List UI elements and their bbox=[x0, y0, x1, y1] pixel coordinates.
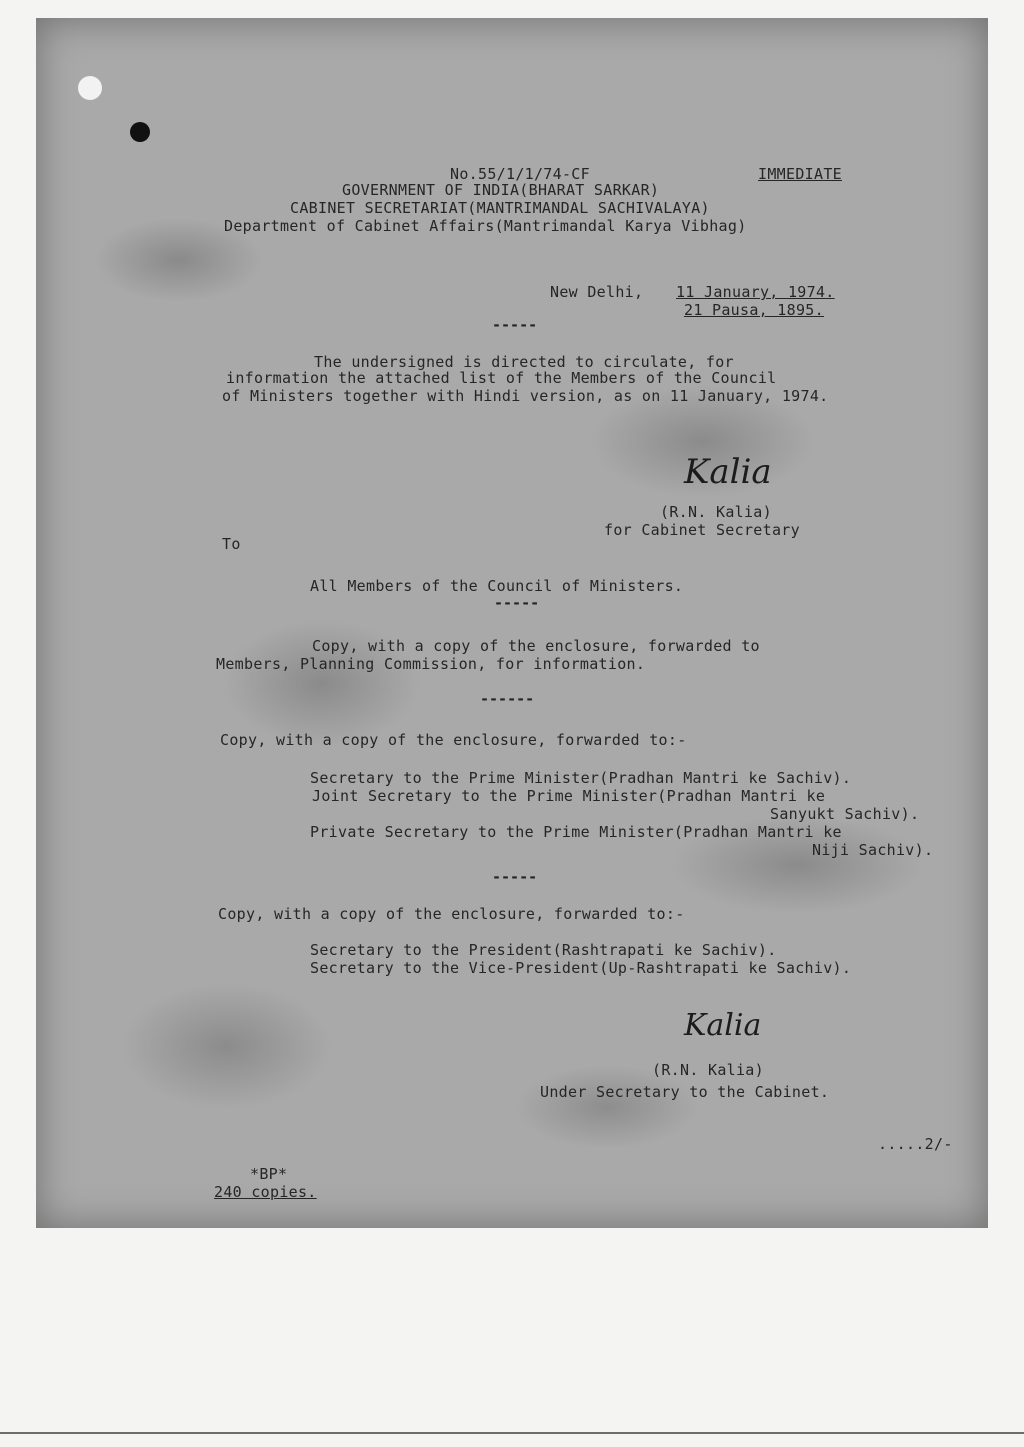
signature-1: Kalia bbox=[684, 452, 772, 492]
org-line-3: Department of Cabinet Affairs(Mantrimandal Karya Vibhag) bbox=[224, 217, 747, 235]
separator-1: ----- bbox=[492, 316, 538, 334]
footer-initials: *BP* bbox=[250, 1165, 288, 1183]
footer-copies: 240 copies. bbox=[214, 1183, 317, 1201]
org-line-2: CABINET SECRETARIAT(MANTRIMANDAL SACHIVALAYA) bbox=[290, 199, 710, 217]
copy2-recipient-2a: Joint Secretary to the Prime Minister(Pradhan Mantri ke bbox=[312, 787, 826, 805]
to-label: To bbox=[222, 535, 241, 553]
dateline-date: 11 January, 1974. bbox=[676, 283, 835, 301]
copy3-recipient-1: Secretary to the President(Rashtrapati ke Sachiv). bbox=[310, 941, 777, 959]
punch-hole-mark bbox=[130, 122, 150, 142]
copy1-line-1: Copy, with a copy of the enclosure, forwarded to bbox=[312, 637, 760, 655]
copy2-recipient-3b: Niji Sachiv). bbox=[812, 841, 934, 859]
signatory-1-title: for Cabinet Secretary bbox=[604, 521, 800, 539]
copy2-recipient-1: Secretary to the Prime Minister(Pradhan Mantri ke Sachiv). bbox=[310, 769, 852, 787]
copy2-recipient-2b: Sanyukt Sachiv). bbox=[770, 805, 920, 823]
signatory-2-name: (R.N. Kalia) bbox=[652, 1061, 764, 1079]
dateline-place: New Delhi, bbox=[550, 283, 644, 301]
org-line-1: GOVERNMENT OF INDIA(BHARAT SARKAR) bbox=[342, 181, 660, 199]
copy3-recipient-2: Secretary to the Vice-President(Up-Rashtrapati ke Sachiv). bbox=[310, 959, 852, 977]
copy3-intro: Copy, with a copy of the enclosure, forwarded to:- bbox=[218, 905, 685, 923]
para1-line-1: The undersigned is directed to circulate, for bbox=[314, 353, 734, 371]
page-bottom-rule bbox=[0, 1432, 1024, 1434]
recipients-line: All Members of the Council of Ministers. bbox=[310, 577, 684, 595]
priority-label: IMMEDIATE bbox=[758, 165, 842, 183]
para1-line-2: information the attached list of the Members of the Council bbox=[226, 369, 777, 387]
continuation-mark: .....2/- bbox=[878, 1135, 953, 1153]
separator-3: ------ bbox=[480, 690, 535, 708]
para1-line-3: of Ministers together with Hindi version, as on 11 January, 1974. bbox=[222, 387, 829, 405]
dateline-date-alt: 21 Pausa, 1895. bbox=[684, 301, 824, 319]
reference-number: No.55/1/1/74-CF bbox=[450, 165, 590, 183]
copy2-recipient-3a: Private Secretary to the Prime Minister(Pradhan Mantri ke bbox=[310, 823, 842, 841]
scanned-document bbox=[36, 18, 988, 1228]
punch-hole-top bbox=[78, 76, 102, 100]
signatory-2-title: Under Secretary to the Cabinet. bbox=[540, 1083, 830, 1101]
separator-2: ----- bbox=[494, 594, 540, 612]
signature-2: Kalia bbox=[684, 1008, 762, 1043]
signatory-1-name: (R.N. Kalia) bbox=[660, 503, 772, 521]
copy1-line-2: Members, Planning Commission, for information. bbox=[216, 655, 646, 673]
separator-4: ----- bbox=[492, 868, 538, 886]
copy2-intro: Copy, with a copy of the enclosure, forwarded to:- bbox=[220, 731, 687, 749]
